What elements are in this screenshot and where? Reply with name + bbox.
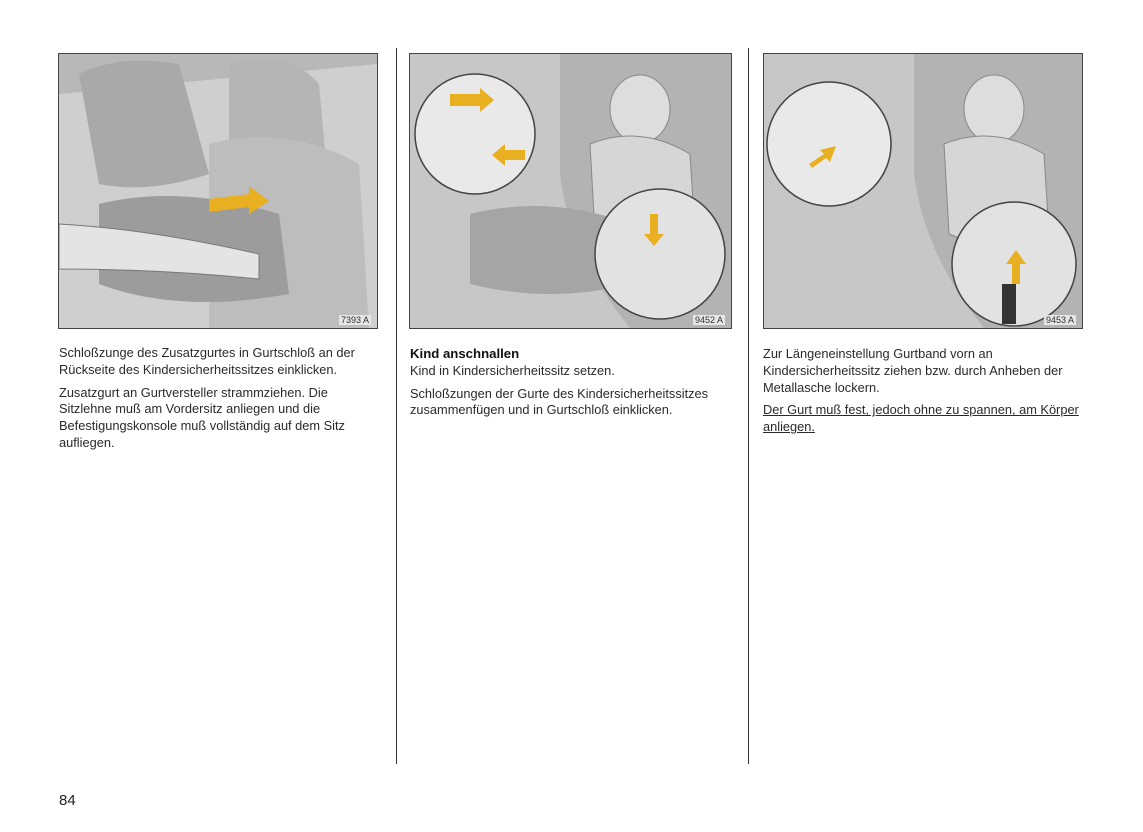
- paragraph: Schloßzunge des Zusatzgurtes in Gurtschloß an der Rückseite des Kindersicherheitssitzes einklicken.: [59, 345, 355, 377]
- note-underlined: Der Gurt muß fest, jedoch ohne zu spannen, am Körper anliegen.: [763, 402, 1079, 435]
- figure-number: 7393 A: [340, 315, 369, 325]
- figure-number: 9453 A: [1045, 315, 1074, 325]
- illustration-child-buckle: [409, 53, 732, 329]
- illustration-belt-adjust: [763, 53, 1083, 329]
- page-number: 84: [59, 792, 76, 809]
- column-3-text: [763, 346, 1081, 442]
- illustration-seat-anchor: [58, 53, 378, 329]
- paragraph: Schloßzungen der Gurte des Kindersicherheitssitzes zusammenfügen und in Gurtschloß einklicken.: [410, 385, 709, 418]
- figure-number: 9452 A: [694, 315, 723, 325]
- column-divider: [748, 48, 749, 764]
- section-heading: Kind anschnallen: [410, 346, 520, 361]
- paragraph: Kind in Kindersicherheitssitz setzen.: [410, 362, 615, 378]
- column-1-text: [59, 345, 375, 458]
- column-divider: [396, 48, 397, 764]
- paragraph: Zusatzgurt an Gurtversteller strammziehen. Die Sitzlehne muß am Vordersitz anliegen und die Befestigungskonsole muß vollständig auf dem Sitz aufliegen.: [59, 384, 345, 450]
- paragraph: Zur Längeneinstellung Gurtband vorn an Kindersicherheitssitz ziehen bzw. durch Anheben der Metallasche lockern.: [763, 346, 1063, 395]
- column-2-text: [410, 346, 710, 425]
